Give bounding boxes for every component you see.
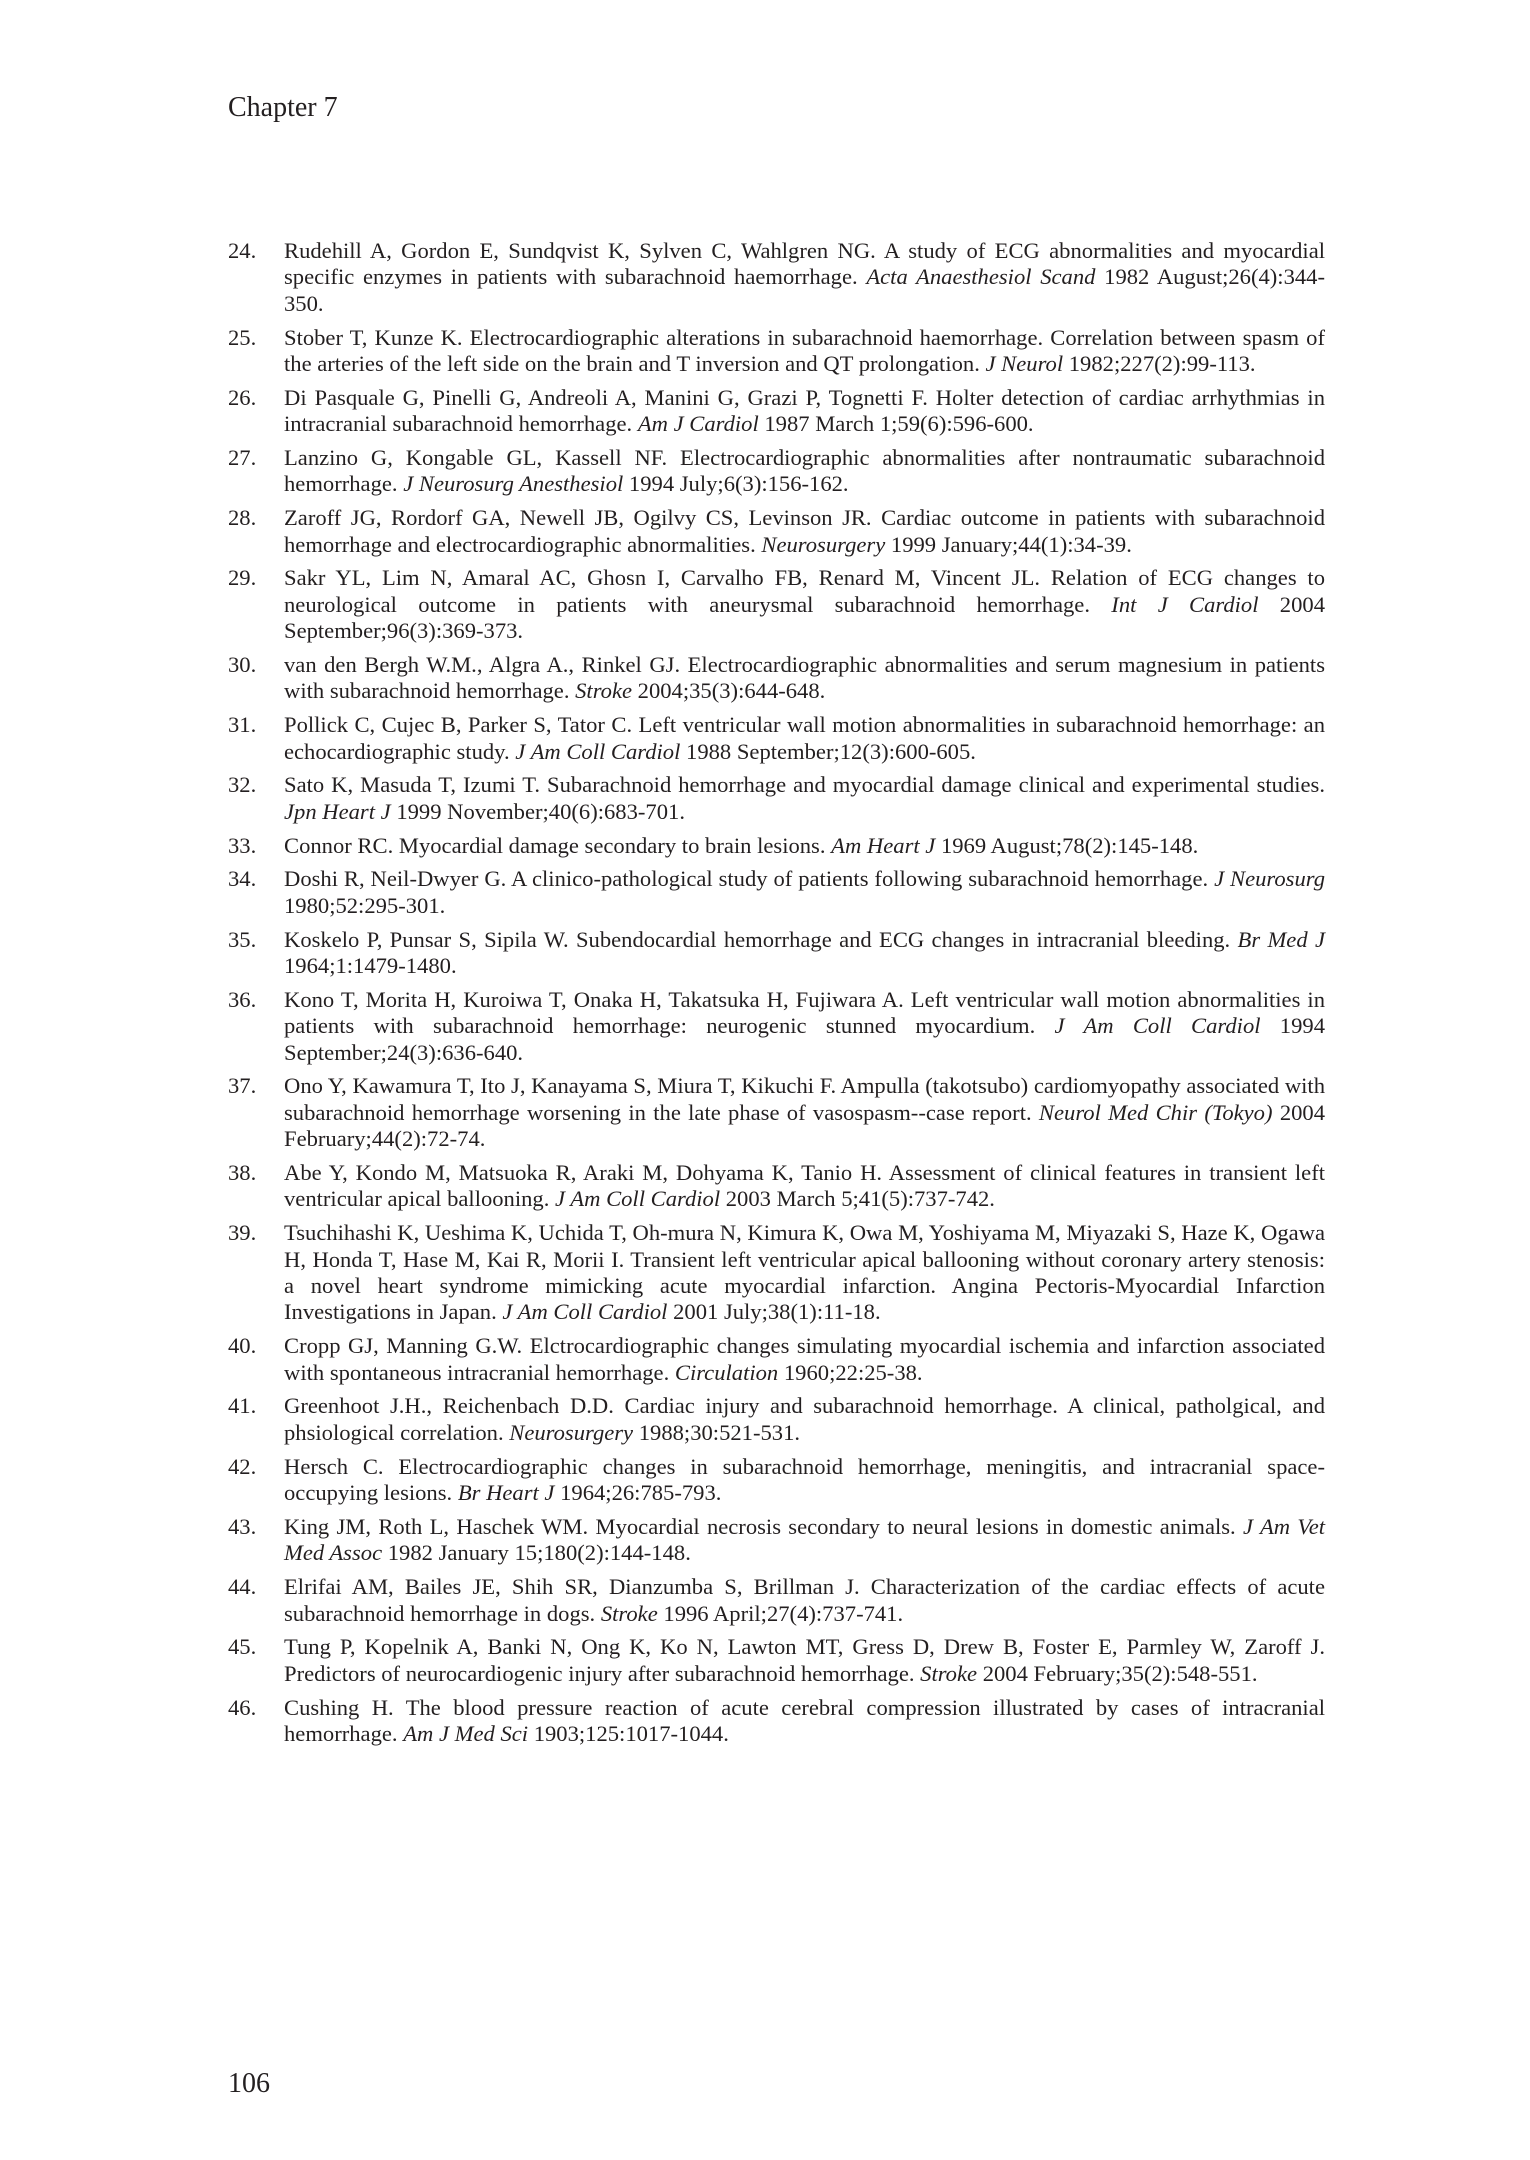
reference-citation: 1996 April;27(4):737-741. <box>657 1600 904 1626</box>
reference-item <box>228 1514 1325 1567</box>
reference-number: 25. <box>228 324 257 350</box>
reference-number: 46. <box>228 1694 257 1720</box>
reference-item <box>228 1160 1325 1213</box>
reference-text <box>284 1160 1325 1213</box>
reference-journal: J Am Coll Cardiol <box>555 1186 721 1212</box>
reference-text <box>284 1454 1325 1507</box>
reference-item <box>228 772 1325 825</box>
reference-text <box>284 325 1325 378</box>
reference-number: 31. <box>228 712 257 738</box>
reference-text <box>284 1393 1325 1446</box>
reference-number: 26. <box>228 384 257 410</box>
reference-text <box>284 1634 1325 1687</box>
reference-citation: 1987 March 1;59(6):596-600. <box>758 411 1034 437</box>
reference-body: Elrifai AM, Bailes JE, Shih SR, Dianzumba S, Brillman J. Characterization of the cardiac effects of acute subarachnoid hemorrhage in dogs. <box>284 1574 1325 1626</box>
reference-item <box>228 1333 1325 1386</box>
reference-body: Doshi R, Neil-Dwyer G. A clinico-pathological study of patients following subarachnoid hemorrhage. <box>284 866 1215 892</box>
reference-body: Lanzino G, Kongable GL, Kassell NF. Electrocardiographic abnormalities after nontraumatic subarachnoid hemorrhage. <box>284 445 1325 497</box>
reference-number: 45. <box>228 1634 257 1660</box>
reference-text <box>284 1220 1325 1326</box>
reference-number: 40. <box>228 1333 257 1359</box>
reference-citation: 1960;22:25-38. <box>778 1359 923 1385</box>
reference-citation: 2004 February;35(2):548-551. <box>977 1660 1258 1686</box>
reference-item <box>228 565 1325 644</box>
reference-citation: 1903;125:1017-1044. <box>528 1720 729 1746</box>
reference-body: Hersch C. Electrocardiographic changes in subarachnoid hemorrhage, meningitis, and intracranial space-occupying lesions. <box>284 1453 1325 1506</box>
reference-number: 24. <box>228 238 257 263</box>
reference-citation: 1980;52:295-301. <box>284 892 446 918</box>
reference-item <box>228 1634 1325 1687</box>
reference-citation: 1988 September;12(3):600-605. <box>680 738 976 764</box>
reference-citation: 1994 July;6(3):156-162. <box>623 471 849 497</box>
reference-citation: 2004;35(3):644-648. <box>632 678 826 704</box>
reference-body: Stober T, Kunze K. Electrocardiographic alterations in subarachnoid haemorrhage. Correlation between spasm of the arteries of the left side on the brain and T inversion and QT prolongation. <box>284 324 1325 377</box>
reference-number: 44. <box>228 1574 257 1600</box>
reference-citation: 1994 September;24(3):636-640. <box>284 1013 1325 1065</box>
reference-journal: Am Heart J <box>831 832 936 858</box>
reference-number: 39. <box>228 1220 257 1246</box>
page-number: 106 <box>228 2068 270 2099</box>
reference-journal: Jpn Heart J <box>284 798 391 824</box>
reference-number: 42. <box>228 1453 257 1479</box>
reference-journal: J Am Vet Med Assoc <box>284 1513 1325 1566</box>
reference-body: Koskelo P, Punsar S, Sipila W. Subendocardial hemorrhage and ECG changes in intracranial bleeding. <box>284 926 1238 952</box>
reference-text <box>284 445 1325 498</box>
reference-body: Cushing H. The blood pressure reaction of acute cerebral compression illustrated by cases of intracranial hemorrhage. <box>284 1694 1325 1746</box>
reference-citation: 1988;30:521-531. <box>633 1419 801 1445</box>
reference-journal: Neurol Med Chir (Tokyo) <box>1038 1099 1273 1125</box>
reference-text <box>284 987 1325 1066</box>
reference-journal: Acta Anaesthesiol Scand <box>866 264 1096 290</box>
reference-citation: 1982 August;26(4):344-350. <box>284 264 1326 316</box>
reference-number: 33. <box>228 832 257 858</box>
reference-citation: 2003 March 5;41(5):737-742. <box>720 1186 995 1212</box>
reference-body: Rudehill A, Gordon E, Sundqvist K, Sylven C, Wahlgren NG. A study of ECG abnormalities and myocardial specific enzymes in patients with subarachnoid haemorrhage. <box>284 238 1325 290</box>
reference-text <box>284 1073 1325 1152</box>
reference-text <box>284 238 1325 317</box>
reference-item <box>228 927 1325 980</box>
reference-text <box>284 1333 1325 1386</box>
running-head: Chapter 7 <box>228 92 338 123</box>
reference-body: Ono Y, Kawamura T, Ito J, Kanayama S, Miura T, Kikuchi F. Ampulla (takotsubo) cardiomyopathy associated with subarachnoid hemorrhage worsening in the late phase of vasospasm--case report. <box>284 1073 1325 1125</box>
reference-item <box>228 1574 1325 1627</box>
reference-journal: J Am Coll Cardiol <box>1054 1013 1261 1039</box>
reference-number: 29. <box>228 565 257 591</box>
reference-item <box>228 866 1325 919</box>
reference-journal: Am J Cardiol <box>637 411 759 437</box>
reference-number: 27. <box>228 445 257 471</box>
reference-body: Pollick C, Cujec B, Parker S, Tator C. Left ventricular wall motion abnormalities in subarachnoid hemorrhage: an echocardiographic study. <box>284 712 1325 764</box>
reference-text <box>284 772 1325 825</box>
reference-journal: Br Heart J <box>457 1480 555 1506</box>
reference-item <box>228 712 1325 765</box>
reference-body: Cropp GJ, Manning G.W. Elctrocardiographic changes simulating myocardial ischemia and infarction associated with spontaneous intracranial hemorrhage. <box>284 1333 1325 1385</box>
reference-item <box>228 1695 1325 1748</box>
reference-item <box>228 1073 1325 1152</box>
reference-journal: Br Med J <box>1237 926 1325 952</box>
reference-citation: 2001 July;38(1):11-18. <box>667 1299 881 1325</box>
reference-journal: Stroke <box>575 678 633 704</box>
reference-number: 43. <box>228 1513 257 1539</box>
reference-item <box>228 445 1325 498</box>
reference-text <box>284 712 1325 765</box>
reference-text <box>284 927 1325 980</box>
reference-journal: J Am Coll Cardiol <box>515 738 681 764</box>
reference-journal: Neurosurgery <box>509 1419 634 1445</box>
reference-text <box>284 1514 1325 1567</box>
reference-item <box>228 652 1325 705</box>
reference-number: 36. <box>228 986 257 1012</box>
reference-number: 37. <box>228 1073 257 1099</box>
reference-list <box>228 238 1325 1755</box>
reference-text <box>284 565 1325 644</box>
reference-journal: J Neurol <box>985 351 1064 377</box>
reference-journal: Circulation <box>674 1359 779 1385</box>
reference-item <box>228 505 1325 558</box>
reference-citation: 2004 February;44(2):72-74. <box>284 1099 1325 1152</box>
reference-body: Tsuchihashi K, Ueshima K, Uchida T, Oh-mura N, Kimura K, Owa M, Yoshiyama M, Miyazaki S, Haze K, Ogawa H, Honda T, Hase M, Kai R, Morii I. Transient left ventricular apical ballooning without coronary artery stenosis: a novel heart syndrome mimicking acute myocardial infarction. Angina Pectoris-Myocardial Infarction Investigations in Japan. <box>284 1220 1325 1325</box>
reference-citation: 1964;1:1479-1480. <box>284 953 457 979</box>
reference-body: Abe Y, Kondo M, Matsuoka R, Araki M, Dohyama K, Tanio H. Assessment of clinical features in transient left ventricular apical ballooning. <box>284 1160 1325 1212</box>
reference-text <box>284 833 1325 859</box>
reference-text <box>284 1695 1325 1748</box>
reference-body: Sato K, Masuda T, Izumi T. Subarachnoid hemorrhage and myocardial damage clinical and experimental studies. <box>284 772 1325 798</box>
reference-item <box>228 987 1325 1066</box>
reference-body: Sakr YL, Lim N, Amaral AC, Ghosn I, Carvalho FB, Renard M, Vincent JL. Relation of ECG changes to neurological outcome in patients with aneurysmal subarachnoid hemorrhage. <box>284 565 1325 617</box>
reference-journal: Am J Med Sci <box>403 1720 529 1746</box>
reference-journal: J Neurosurg Anesthesiol <box>403 471 624 497</box>
reference-journal: Int J Cardiol <box>1111 591 1259 617</box>
reference-item <box>228 1454 1325 1507</box>
reference-citation: 1999 January;44(1):34-39. <box>885 531 1132 557</box>
reference-item <box>228 1220 1325 1326</box>
reference-item <box>228 238 1325 317</box>
reference-citation: 1969 August;78(2):145-148. <box>935 832 1199 858</box>
reference-body: Zaroff JG, Rordorf GA, Newell JB, Ogilvy CS, Levinson JR. Cardiac outcome in patients with subarachnoid hemorrhage and electrocardiographic abnormalities. <box>284 505 1325 557</box>
reference-body: Greenhoot J.H., Reichenbach D.D. Cardiac injury and subarachnoid hemorrhage. A clinical, patholgical, and phsiological correlation. <box>284 1393 1325 1445</box>
reference-journal: Neurosurgery <box>761 531 886 557</box>
reference-citation: 1999 November;40(6):683-701. <box>390 798 685 824</box>
reference-number: 38. <box>228 1160 257 1186</box>
reference-text <box>284 652 1325 705</box>
reference-body: King JM, Roth L, Haschek WM. Myocardial necrosis secondary to neural lesions in domestic animals. <box>284 1513 1244 1539</box>
reference-body: Di Pasquale G, Pinelli G, Andreoli A, Manini G, Grazi P, Tognetti F. Holter detection of cardiac arrhythmias in intracranial subarachnoid hemorrhage. <box>284 384 1325 437</box>
reference-number: 32. <box>228 772 257 798</box>
reference-number: 30. <box>228 652 257 678</box>
reference-journal: J Neurosurg <box>1214 866 1325 892</box>
reference-text <box>284 505 1325 558</box>
reference-item <box>228 385 1325 438</box>
reference-body: Connor RC. Myocardial damage secondary to brain lesions. <box>284 832 832 858</box>
reference-text <box>284 385 1325 438</box>
reference-number: 28. <box>228 505 257 531</box>
reference-item <box>228 833 1325 859</box>
reference-item <box>228 1393 1325 1446</box>
reference-text <box>284 1574 1325 1627</box>
reference-number: 35. <box>228 926 257 952</box>
reference-citation: 1982;227(2):99-113. <box>1063 351 1256 377</box>
reference-number: 41. <box>228 1393 257 1419</box>
reference-journal: J Am Coll Cardiol <box>502 1299 668 1325</box>
reference-journal: Stroke <box>920 1660 978 1686</box>
reference-citation: 1964;26:785-793. <box>554 1480 722 1506</box>
reference-item <box>228 325 1325 378</box>
reference-citation: 2004 September;96(3):369-373. <box>284 591 1325 644</box>
reference-body: Tung P, Kopelnik A, Banki N, Ong K, Ko N, Lawton MT, Gress D, Drew B, Foster E, Parmley W, Zaroff J. Predictors of neurocardiogenic injury after subarachnoid hemorrhage. <box>284 1634 1325 1686</box>
reference-number: 34. <box>228 866 257 892</box>
reference-citation: 1982 January 15;180(2):144-148. <box>382 1540 691 1566</box>
reference-body: Kono T, Morita H, Kuroiwa T, Onaka H, Takatsuka H, Fujiwara A. Left ventricular wall motion abnormalities in patients with subarachnoid hemorrhage: neurogenic stunned myocardium. <box>284 986 1325 1039</box>
reference-body: van den Bergh W.M., Algra A., Rinkel GJ. Electrocardiographic abnormalities and serum magnesium in patients with subarachnoid hemorrhage. <box>284 652 1325 704</box>
reference-journal: Stroke <box>600 1600 658 1626</box>
reference-text <box>284 866 1325 919</box>
